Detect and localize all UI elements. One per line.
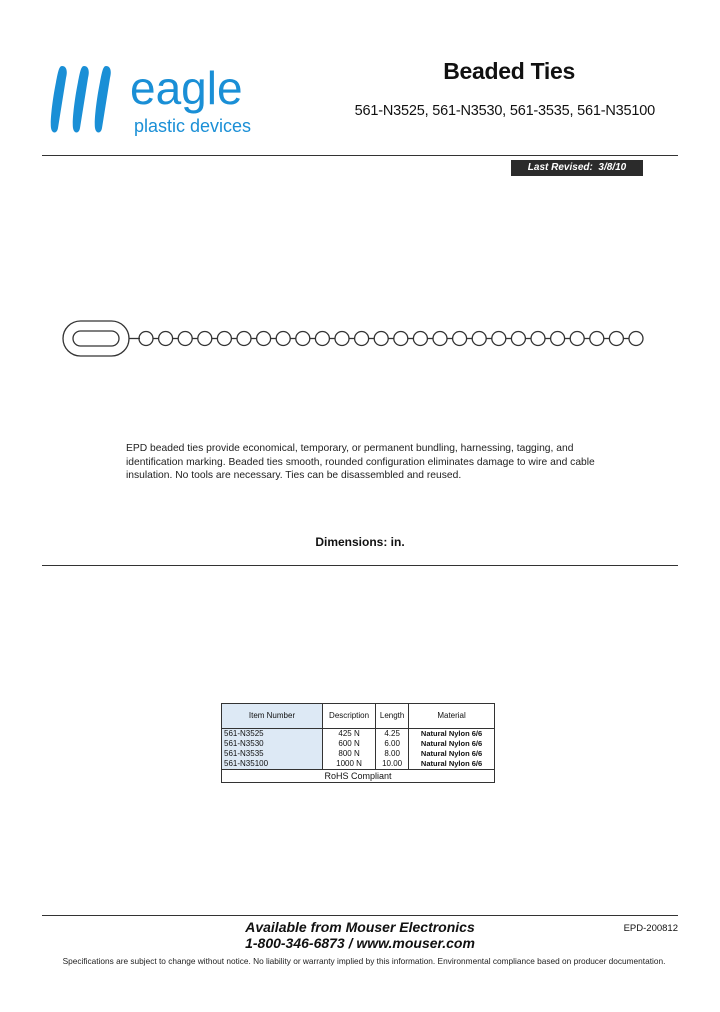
bead bbox=[531, 332, 545, 346]
last-revised-label: Last Revised: bbox=[527, 162, 593, 173]
bead bbox=[355, 332, 369, 346]
bead bbox=[237, 332, 251, 346]
eagle-logo bbox=[48, 62, 278, 142]
bead bbox=[433, 332, 447, 346]
bead bbox=[453, 332, 467, 346]
cell-length: 10.00 bbox=[376, 759, 409, 770]
bead bbox=[492, 332, 506, 346]
col-item-number: Item Number bbox=[222, 704, 323, 729]
bead bbox=[629, 332, 643, 346]
table-row bbox=[222, 749, 495, 759]
page-title: Beaded Ties bbox=[443, 58, 575, 84]
legal-notice: Specifications are subject to change without notice. No liability or warranty implied by this information. Environmental compliance based on producer documentation. bbox=[62, 956, 666, 966]
table-row bbox=[222, 759, 495, 770]
cell-length: 8.00 bbox=[376, 749, 409, 759]
cell-item: 561-N3525 bbox=[222, 729, 323, 740]
bead bbox=[511, 332, 525, 346]
col-material: Material bbox=[409, 704, 495, 729]
table-row bbox=[222, 739, 495, 749]
rohs-compliant: RoHS Compliant bbox=[222, 770, 495, 783]
cell-description: 800 N bbox=[323, 749, 376, 759]
bead bbox=[472, 332, 486, 346]
brand-name: eagle bbox=[130, 62, 243, 114]
beaded-tie-illustration bbox=[60, 318, 660, 360]
bead bbox=[296, 332, 310, 346]
bead bbox=[570, 332, 584, 346]
bead bbox=[178, 332, 192, 346]
bead bbox=[374, 332, 388, 346]
cell-item: 561-N35100 bbox=[222, 759, 323, 770]
cell-material: Natural Nylon 6/6 bbox=[409, 749, 495, 759]
bead bbox=[276, 332, 290, 346]
bead bbox=[335, 332, 349, 346]
bead bbox=[159, 332, 173, 346]
cell-length: 4.25 bbox=[376, 729, 409, 740]
contact-text: 1-800-346-6873 / www.mouser.com bbox=[245, 935, 475, 951]
dimensions-label: Dimensions: in. bbox=[315, 535, 405, 549]
last-revised-badge bbox=[511, 160, 643, 176]
brand-tagline: plastic devices bbox=[134, 116, 252, 136]
table-row bbox=[222, 729, 495, 740]
bead bbox=[315, 332, 329, 346]
rohs-row bbox=[222, 770, 495, 783]
footer-divider bbox=[42, 915, 678, 916]
bead bbox=[551, 332, 565, 346]
spec-table bbox=[221, 703, 495, 783]
cell-length: 6.00 bbox=[376, 739, 409, 749]
document-code: EPD-200812 bbox=[623, 923, 678, 934]
cell-material: Natural Nylon 6/6 bbox=[409, 759, 495, 770]
bead bbox=[139, 332, 153, 346]
tie-slot bbox=[73, 331, 119, 346]
cell-item: 561-N3530 bbox=[222, 739, 323, 749]
product-description: EPD beaded ties provide economical, temporary, or permanent bundling, harnessing, tagging, and identification marking. Beaded ties smooth, rounded configuration eliminates damage to wire and cable insulation. No tools are necessary. Ties can be disassembled and reused. bbox=[126, 443, 595, 481]
header-divider bbox=[42, 155, 678, 156]
bead bbox=[198, 332, 212, 346]
part-numbers: 561-N3525, 561-N3530, 561-3535, 561-N35100 bbox=[354, 103, 655, 119]
cell-item: 561-N3535 bbox=[222, 749, 323, 759]
availability-text: Available from Mouser Electronics bbox=[245, 919, 475, 935]
cell-material: Natural Nylon 6/6 bbox=[409, 739, 495, 749]
logo-stripes-icon bbox=[51, 66, 111, 133]
col-description: Description bbox=[323, 704, 376, 729]
bead bbox=[590, 332, 604, 346]
bead bbox=[413, 332, 427, 346]
bead bbox=[609, 332, 623, 346]
bead bbox=[394, 332, 408, 346]
section-divider bbox=[42, 565, 678, 566]
table-header-row bbox=[222, 704, 495, 729]
cell-material: Natural Nylon 6/6 bbox=[409, 729, 495, 740]
last-revised-date: 3/8/10 bbox=[598, 162, 627, 173]
cell-description: 1000 N bbox=[323, 759, 376, 770]
bead bbox=[257, 332, 271, 346]
bead bbox=[217, 332, 231, 346]
cell-description: 600 N bbox=[323, 739, 376, 749]
cell-description: 425 N bbox=[323, 729, 376, 740]
col-length: Length bbox=[376, 704, 409, 729]
